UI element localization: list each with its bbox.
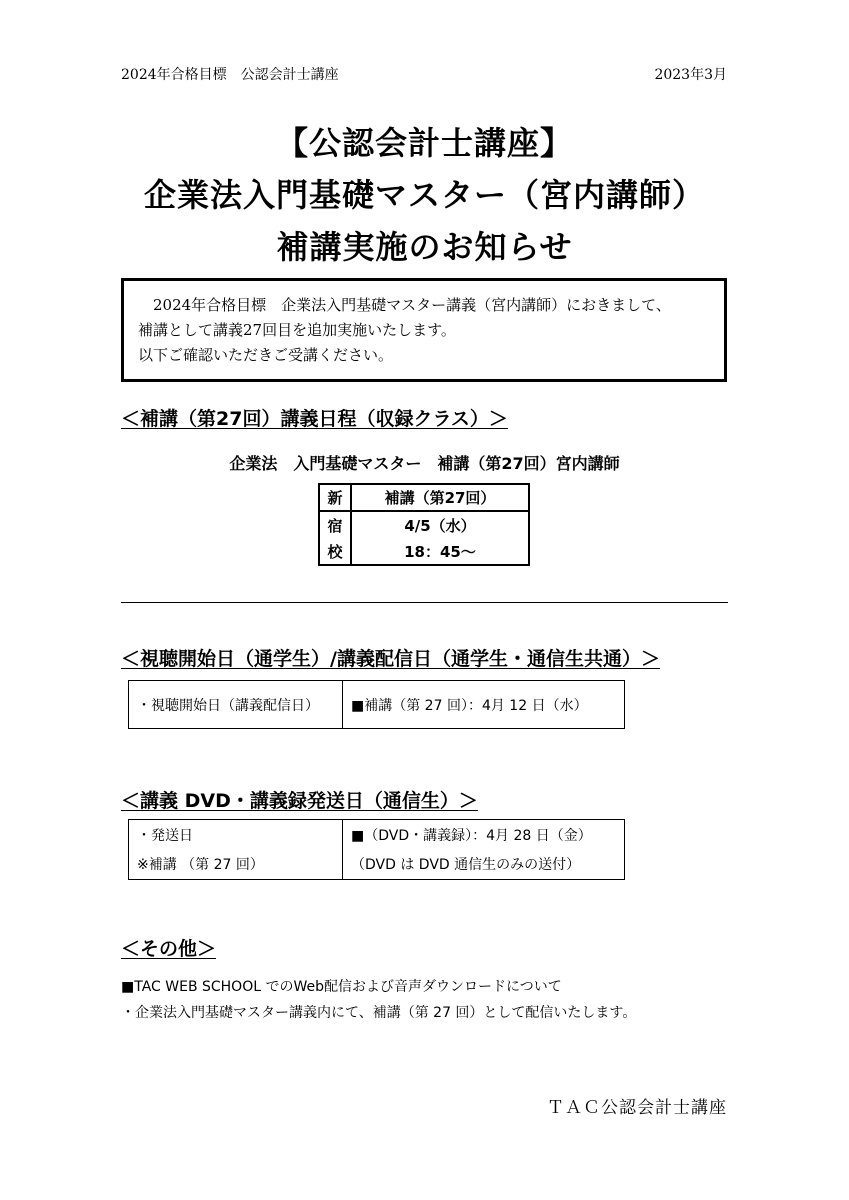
delivery-label: ・視聴開始日（講義配信日）: [129, 681, 343, 729]
shipping-value-2: （DVD は DVD 通信生のみの送付）: [343, 850, 625, 880]
session-time: 18：45～: [351, 538, 529, 565]
footer-org: ＴＡＣ公認会計士講座: [547, 1098, 727, 1118]
header-date: 2023年3月: [654, 67, 727, 83]
header-left: 2024年合格目標 公認会計士講座: [121, 67, 339, 83]
other-line-2: ・企業法入門基礎マスター講義内にて、補講（第 27 回）として配信いたします。: [121, 1005, 637, 1021]
title-line-3: 補講実施のお知らせ: [276, 228, 573, 266]
session-label: 補講（第27回）: [351, 484, 529, 511]
shipping-table: [128, 819, 625, 880]
shipping-label-2: ※補講 （第 27 回）: [129, 850, 343, 880]
delivery-table: [128, 680, 625, 729]
notice-line-3: 以下ご確認いただきご受講ください。: [138, 346, 394, 364]
shipping-value-1: ■（DVD・講義録）：4月 28 日（金）: [343, 820, 625, 850]
title-line-2: 企業法入門基礎マスター（宮内講師）: [143, 176, 705, 214]
section-heading-shipping: ＜講義 DVD・講義録発送日（通信生）＞: [121, 790, 478, 812]
divider: [121, 602, 728, 603]
session-date: 4/5（水）: [351, 511, 529, 538]
title-line-1: 【公認会計士講座】: [275, 124, 573, 162]
school-char-1: 新: [319, 484, 351, 511]
section-heading-schedule: ＜補講（第27回）講義日程（収録クラス）＞: [121, 408, 508, 430]
section-heading-other: ＜その他＞: [121, 938, 217, 960]
notice-box: [121, 278, 727, 382]
school-char-2: 宿: [319, 511, 351, 538]
notice-line-2: 補講として講義27回目を追加実施いたします。: [138, 321, 456, 339]
section-heading-delivery: ＜視聴開始日（通学生）/講義配信日（通学生・通信生共通）＞: [121, 648, 660, 670]
other-line-1: ■TAC WEB SCHOOL でのWeb配信および音声ダウンロードについて: [121, 979, 562, 995]
schedule-subtitle: 企業法 入門基礎マスター 補講（第27回）宮内講師: [229, 454, 620, 473]
notice-line-1: 2024年合格目標 企業法入門基礎マスター講義（宮内講師）におきまして、: [138, 296, 671, 314]
shipping-label-1: ・発送日: [129, 820, 343, 850]
schedule-table: [318, 483, 530, 566]
school-char-3: 校: [319, 538, 351, 565]
delivery-value: ■補講（第 27 回）：4月 12 日（水）: [343, 681, 625, 729]
